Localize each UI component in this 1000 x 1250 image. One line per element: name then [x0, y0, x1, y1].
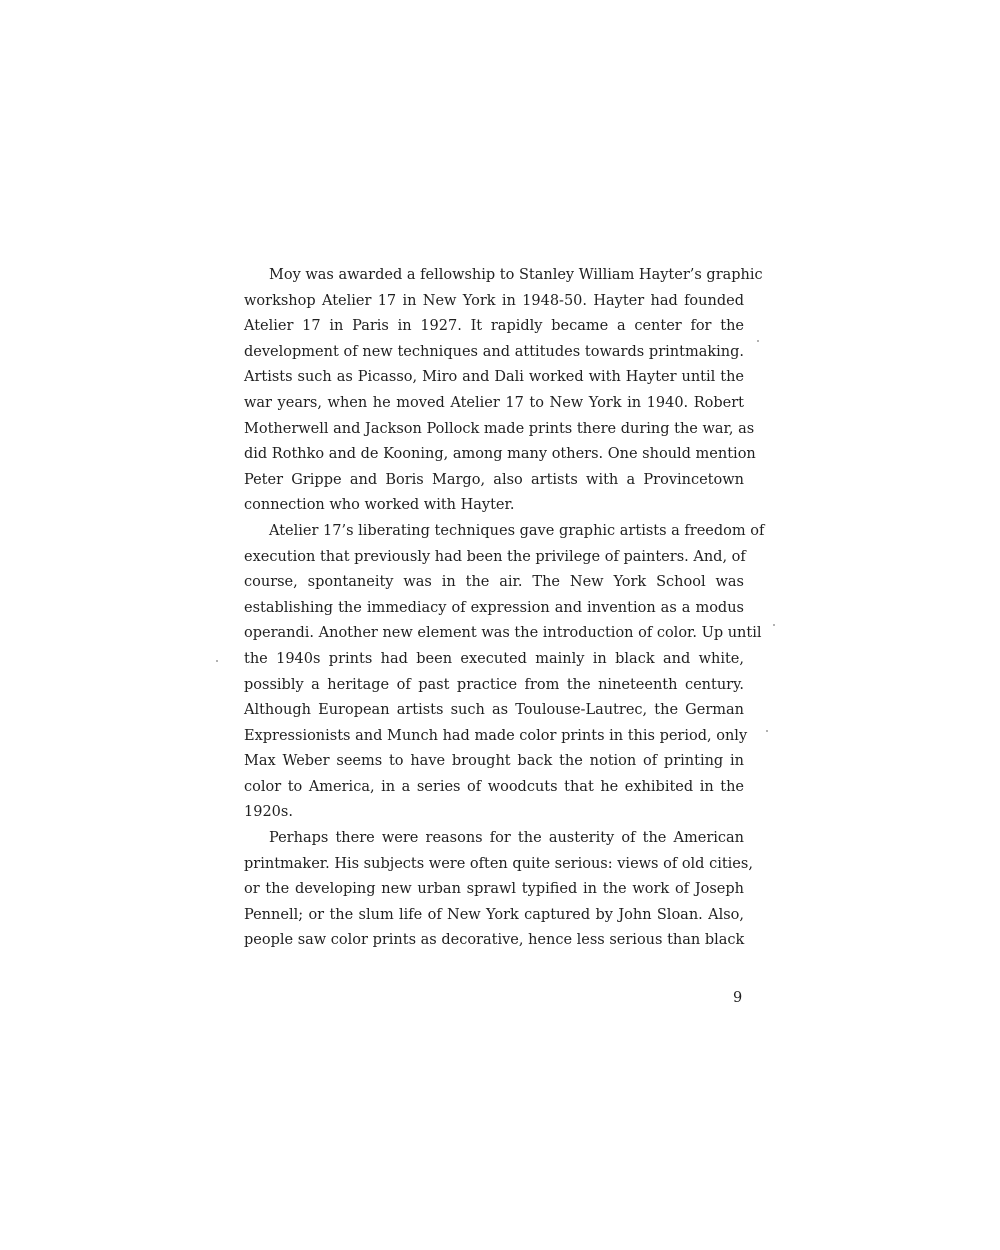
text-line: Max Weber seems to have brought back the notion of printing in: [244, 753, 744, 770]
paragraph-1: [244, 263, 763, 519]
body-text: [244, 263, 765, 954]
text-line: Perhaps there were reasons for the austerity of the American: [269, 830, 744, 847]
paragraph-3: [244, 826, 753, 954]
text-line: Moy was awarded a fellowship to Stanley William Hayter’s graphic: [269, 267, 763, 283]
text-line: or the developing new urban sprawl typified in the work of Joseph: [244, 881, 744, 898]
text-line: Atelier 17’s liberating techniques gave graphic artists a freedom of: [269, 522, 765, 539]
text-line: development of new techniques and attitudes towards printmaking.: [244, 343, 744, 360]
text-line: color to America, in a series of woodcuts that he exhibited in the: [244, 778, 744, 795]
text-line: operandi. Another new element was the introduction of color. Up until: [244, 625, 762, 642]
scan-speck: [766, 730, 768, 732]
text-line: Expressionists and Munch had made color prints in this period, only: [244, 727, 748, 744]
scan-speck: [757, 340, 759, 342]
text-line: Artists such as Picasso, Miro and Dali worked with Hayter until the: [244, 369, 744, 386]
text-line: establishing the immediacy of expression and invention as a modus: [244, 599, 744, 616]
text-line: Atelier 17 in Paris in 1927. It rapidly became a center for the: [244, 318, 744, 335]
text-line: execution that previously had been the privilege of painters. And, of: [244, 548, 746, 565]
text-line: the 1940s prints had been executed mainly in black and white,: [244, 650, 744, 667]
text-line: printmaker. His subjects were often quite serious: views of old cities,: [244, 855, 753, 872]
text-line: war years, when he moved Atelier 17 to New York in 1940. Robert: [244, 394, 744, 411]
text-line: workshop Atelier 17 in New York in 1948-50. Hayter had founded: [244, 292, 744, 309]
text-line: Although European artists such as Toulouse-Lautrec, the German: [244, 702, 744, 719]
scan-speck: [773, 624, 775, 626]
text-line: did Rothko and de Kooning, among many others. One should mention: [244, 446, 756, 463]
text-line: Motherwell and Jackson Pollock made prints there during the war, as: [244, 420, 755, 437]
paragraph-2: [244, 519, 765, 826]
text-line: course, spontaneity was in the air. The New York School was: [244, 574, 744, 591]
text-line: 1920s.: [244, 804, 293, 821]
text-line: possibly a heritage of past practice from the nineteenth century.: [244, 676, 744, 693]
text-line: connection who worked with Hayter.: [244, 497, 515, 514]
text-line: people saw color prints as decorative, hence less serious than black: [244, 932, 745, 949]
text-line: Peter Grippe and Boris Margo, also artists with a Provincetown: [244, 471, 744, 488]
text-line: Pennell; or the slum life of New York captured by John Sloan. Also,: [244, 906, 744, 923]
page-number: 9: [733, 990, 743, 1006]
scan-speck: [216, 660, 218, 662]
